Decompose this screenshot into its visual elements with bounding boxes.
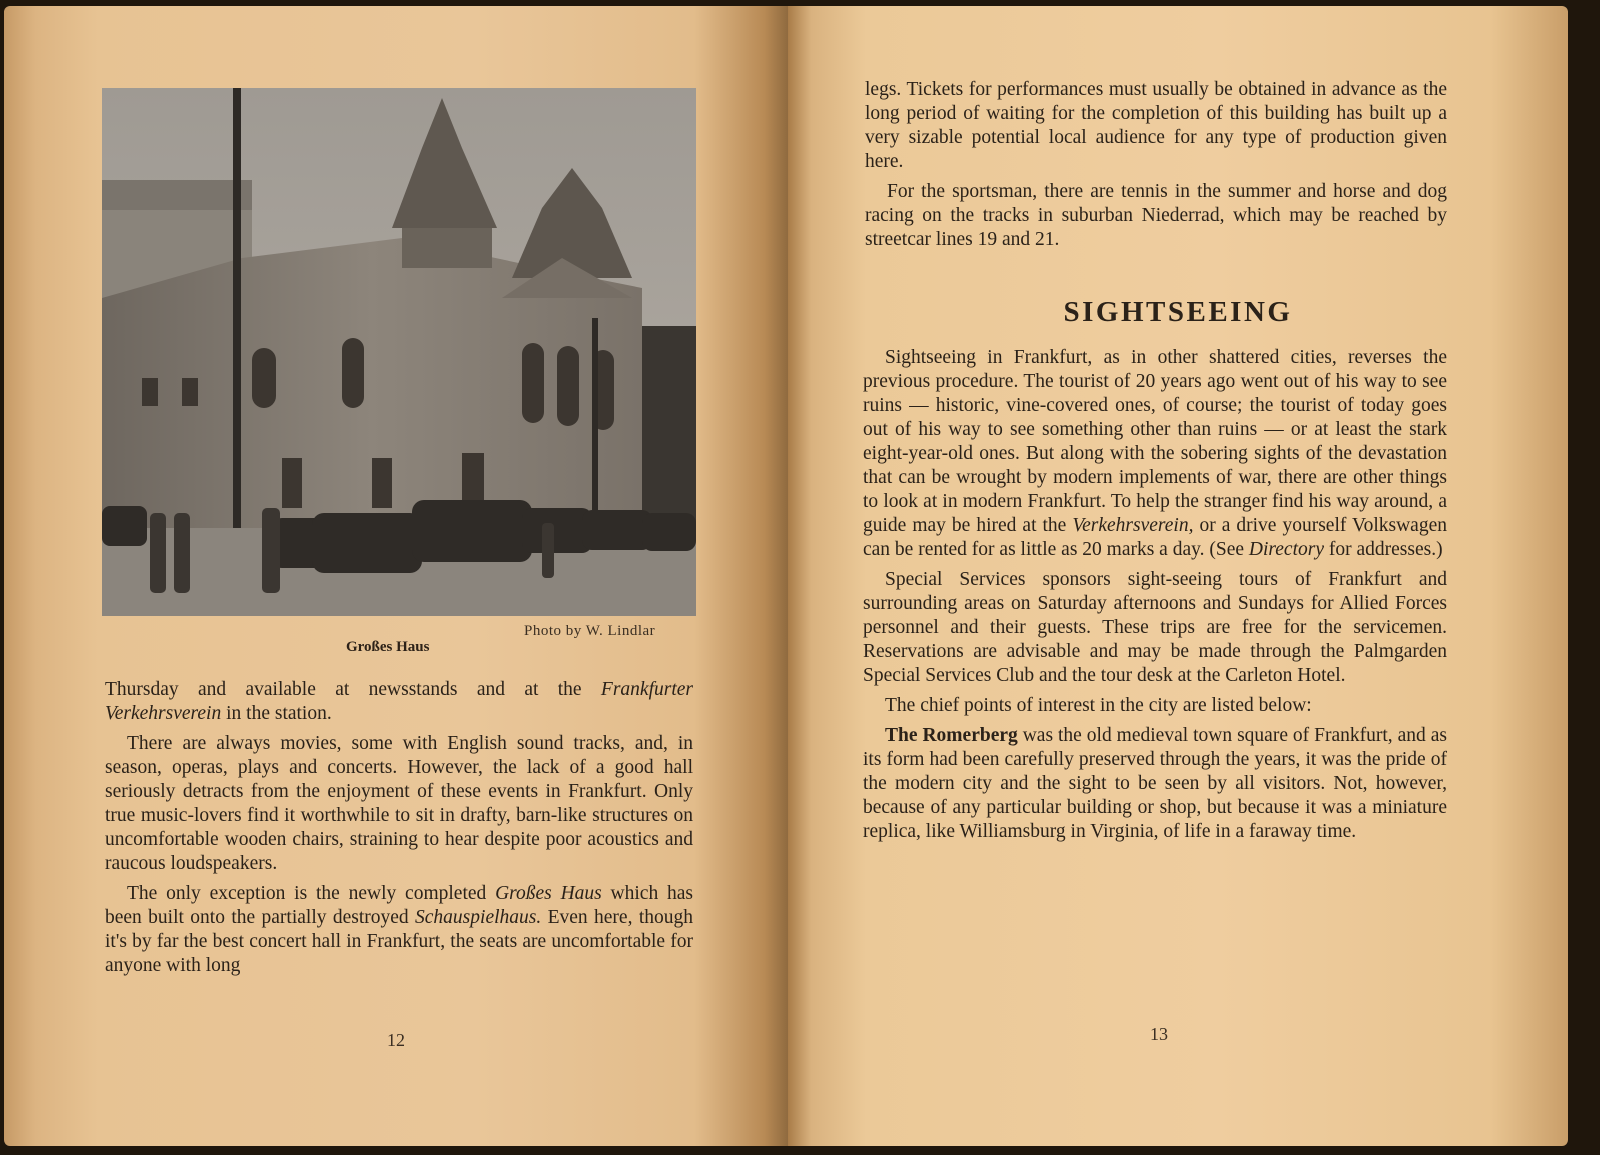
left-paragraph-3 — [105, 882, 693, 978]
right-paragraph-sportsman: For the sportsman, there are tennis in the summer and horse and dog racing on the tracks in suburban Niederrad, which may be reached by streetcar lines 19 and 21. — [865, 181, 1447, 250]
right-paragraph-continued: legs. Tickets for performances must usually be obtained in advance as the long period of waiting for the completion of this building has built up a very sizable potential local audience for any type of production given here. — [865, 79, 1447, 172]
theater-photo-illustration — [102, 88, 696, 616]
bold-term: The Romerberg — [885, 725, 1018, 746]
left-page-text — [105, 678, 693, 984]
italic-term: Frankfurter Verkehrsverein — [105, 679, 693, 724]
photo-credit: Photo by W. Lindlar — [524, 623, 656, 639]
italic-term: Großes Haus — [495, 883, 602, 904]
right-paragraph-3: The chief points of interest in the city are listed below: — [885, 695, 1312, 716]
right-page-body-text — [863, 346, 1447, 850]
right-page-top-text — [865, 78, 1447, 258]
italic-term: Schauspielhaus. — [415, 907, 542, 928]
right-page — [788, 6, 1568, 1146]
left-paragraph-2: There are always movies, some with English sound tracks, and, in season, operas, plays and concerts. However, the lack of a good hall seriously detracts from the enjoyment of these events in Frankfurt. Only true music-lovers find it worthwhile to sit in drafty, barn-like structures on uncomfortable wooden chairs, straining to hear despite poor acoustics and raucous loudspeakers. — [105, 733, 693, 874]
right-paragraph-2: Special Services sponsors sight-seeing tours of Frankfurt and surrounding areas on Saturday afternoons and Sundays for Allied Forces personnel and their guests. These trips are free for the servicemen. Reservations are advisable and may be made through the Palmgarden Special Services Club and the tour desk at the Carleton Hotel. — [863, 569, 1447, 686]
right-paragraph-1 — [863, 346, 1447, 562]
text-run: Even here, though it's by far the best concert hall in Frankfurt, the seats are uncomfortable for anyone with long — [105, 907, 693, 976]
section-heading: SIGHTSEEING — [1063, 296, 1293, 328]
page-number-left: 12 — [387, 1030, 405, 1050]
italic-term: Verkehrsverein, — [1072, 515, 1194, 536]
photo-caption: Großes Haus — [346, 639, 430, 655]
text-run: Sightseeing in Frankfurt, as in other shattered cities, reverses the previous procedure. The tourist of 20 years ago went out of his way to see ruins — historic, vine-covered ones, of course; the tourist of today goes out of his way to see something other than ruins — or at least the stark eight-year-old ones. But along with the sobering sights of the devastation that can be wrought by modern implements of war, there are other things to look at in modern Frankfurt. To help the stranger find his way around, a guide may be hired at the — [863, 347, 1447, 536]
italic-term: Directory — [1248, 539, 1324, 560]
text-run: or a drive yourself Volkswagen can be rented for as little as 20 marks a day. (See — [863, 515, 1447, 560]
left-page — [4, 6, 788, 1146]
page-number-right: 13 — [1150, 1024, 1168, 1044]
right-paragraph-4 — [863, 724, 1447, 844]
text-run: The only exception is the newly completed — [127, 883, 496, 904]
text-run: was the old medieval town square of Frankfurt, and as its form had been carefully preserved through the years, it was the pride of the modern city and the sight to be seen by all visitors. Not, however, because of any particular building or shop, but because it was a miniature replica, like Williamsburg in Virginia, of life in a faraway time. — [863, 725, 1447, 842]
text-run: in the station. — [221, 703, 332, 724]
text-run: which has been built onto the partially destroyed — [105, 883, 693, 928]
left-paragraph-1 — [105, 678, 693, 726]
text-run: Thursday and available at newsstands and at the — [105, 679, 601, 700]
text-run: for addresses.) — [1323, 539, 1443, 560]
grosses-haus-photo — [102, 88, 696, 616]
